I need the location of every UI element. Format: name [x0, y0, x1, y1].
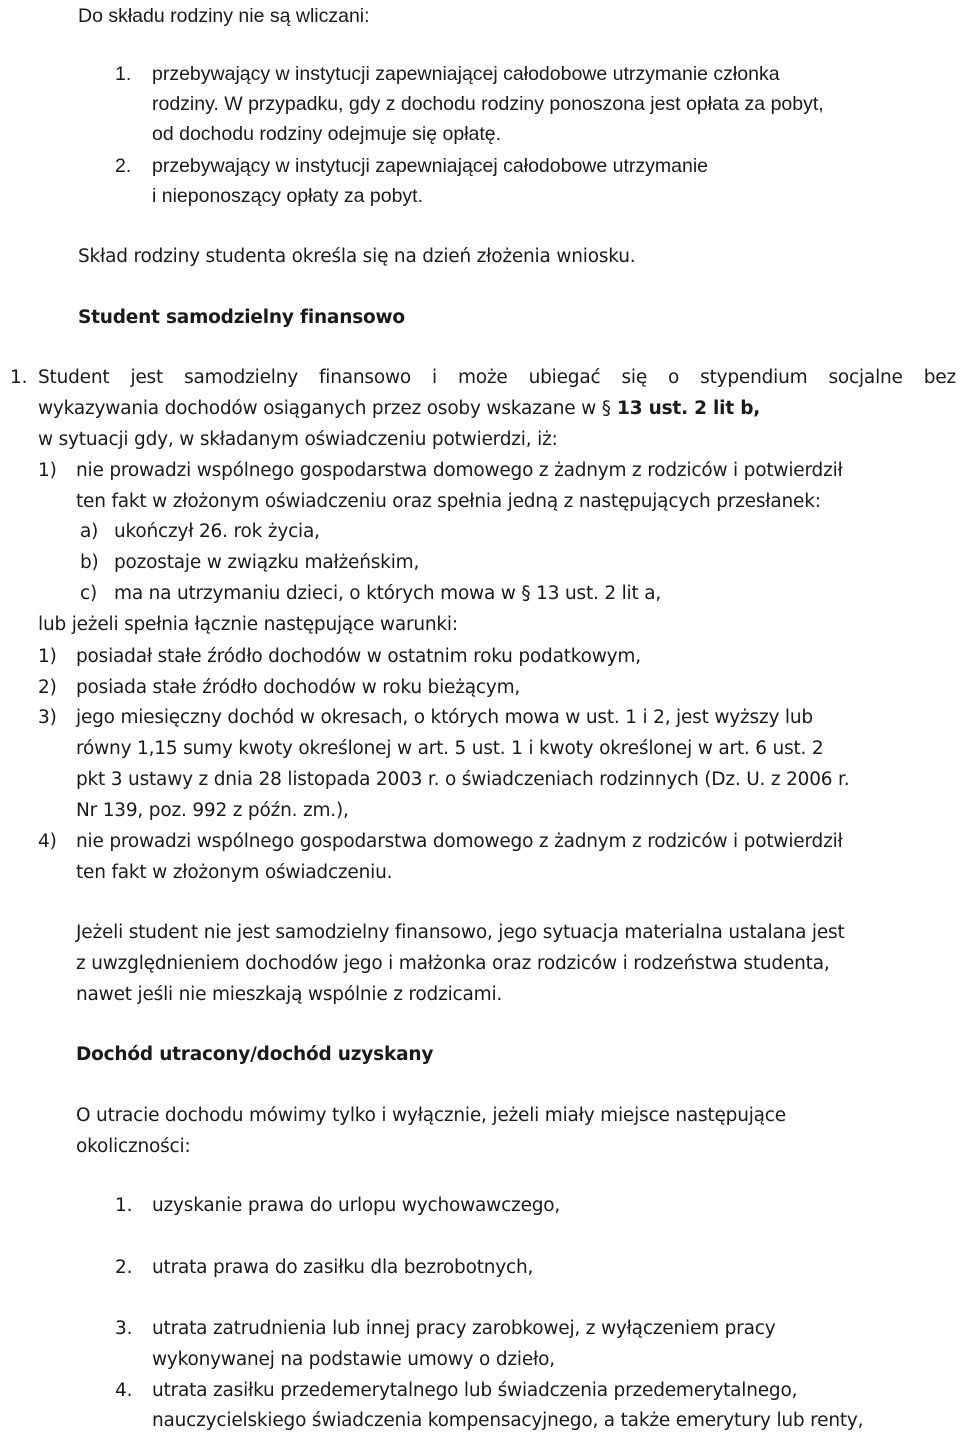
condition-number: 1) [38, 460, 57, 481]
exclusion-item-line: rodziny. W przypadku, gdy z dochodu rodziny ponoszona jest opłata za pobyt, [152, 93, 824, 115]
income-item-line: wykonywanej na podstawie umowy o dzieło, [152, 1349, 555, 1370]
exclusion-item-number: 2. [115, 155, 132, 177]
subitem-text: ukończył 26. rok życia, [114, 521, 320, 542]
income-item-number: 2. [115, 1257, 133, 1278]
condition-line: nie prowadzi wspólnego gospodarstwa domowego z żadnym z rodziców i potwierdził [76, 831, 843, 852]
condition-line: posiadał stałe źródło dochodów w ostatnim roku podatkowym, [76, 646, 641, 667]
alt-intro: lub jeżeli spełnia łącznie następujące warunki: [38, 614, 458, 635]
exclusion-item-line: przebywający w instytucji zapewniającej całodobowe utrzymanie [152, 155, 709, 177]
family-date-note: Skład rodziny studenta określa się na dzień złożenia wniosku. [78, 246, 636, 267]
section-sign: § [601, 398, 611, 419]
condition-number: 4) [38, 831, 57, 852]
income-item-line: uzyskanie prawa do urlopu wychowawczego, [152, 1195, 561, 1216]
subitem-text: ma na utrzymaniu dzieci, o których mowa w § 13 ust. 2 lit a, [114, 583, 662, 604]
intro-number: 1. [10, 367, 28, 388]
condition-number: 2) [38, 677, 57, 698]
subitem-letter: a) [80, 521, 99, 542]
condition-line: ten fakt w złożonym oświadczeniu. [76, 862, 393, 883]
condition-line: pkt 3 ustawy z dnia 28 listopada 2003 r. o świadczeniach rodzinnych (Dz. U. z 2006 r. [76, 769, 850, 790]
income-intro-line: okoliczności: [76, 1136, 191, 1157]
exclusion-item-line: i nieponoszący opłaty za pobyt. [152, 185, 424, 207]
condition-line: jego miesięczny dochód w okresach, o których mowa w ust. 1 i 2, jest wyższy lub [76, 707, 813, 728]
intro-line: w sytuacji gdy, w składanym oświadczeniu potwierdzi, iż: [38, 429, 558, 450]
section-sign: § [521, 583, 531, 604]
subitem-letter: b) [80, 552, 99, 573]
exclusions-heading: Do składu rodziny nie są wliczani: [78, 5, 370, 27]
subitem-letter: c) [80, 583, 97, 604]
income-item-number: 1. [115, 1195, 133, 1216]
condition-line: ten fakt w złożonym oświadczeniu oraz spełnia jedną z następujących przesłanek: [76, 491, 821, 512]
condition-number: 1) [38, 646, 57, 667]
condition-line: posiada stałe źródło dochodów w roku bieżącym, [76, 677, 521, 698]
intro-line-justified: Student jest samodzielny finansowo i może ubiegać się o stypendium socjalne bez [38, 367, 956, 388]
income-item-line: utrata prawa do zasiłku dla bezrobotnych, [152, 1257, 534, 1278]
condition-line: Nr 139, poz. 992 z późn. zm.), [76, 800, 349, 821]
dependent-note-line: Jeżeli student nie jest samodzielny finansowo, jego sytuacja materialna ustalana jest [76, 922, 845, 943]
income-item-line: nauczycielskiego świadczenia kompensacyjnego, a także emerytury lub renty, [152, 1410, 864, 1431]
income-item-line: utrata zatrudnienia lub innej pracy zarobkowej, z wyłączeniem pracy [152, 1318, 776, 1339]
exclusion-item-line: przebywający w instytucji zapewniającej całodobowe utrzymanie członka [152, 63, 780, 85]
condition-number: 3) [38, 707, 57, 728]
subitem-text: pozostaje w związku małżeńskim, [114, 552, 420, 573]
income-item-number: 4. [115, 1380, 133, 1401]
condition-line: nie prowadzi wspólnego gospodarstwa domowego z żadnym z rodziców i potwierdził [76, 460, 843, 481]
dependent-note-line: nawet jeśli nie mieszkają wspólnie z rodzicami. [76, 984, 503, 1005]
exclusion-item-number: 1. [115, 63, 132, 85]
dependent-note-line: z uwzględnieniem dochodów jego i małżonka oraz rodziców i rodzeństwa studenta, [76, 953, 830, 974]
exclusion-item-line: od dochodu rodziny odejmuje się opłatę. [152, 123, 502, 145]
income-intro-line: O utracie dochodu mówimy tylko i wyłącznie, jeżeli miały miejsce następujące [76, 1105, 786, 1126]
income-heading: Dochód utracony/dochód uzyskany [76, 1044, 434, 1065]
intro-line: wykazywania dochodów osiąganych przez osoby wskazane w § 13 ust. 2 lit b, [38, 398, 761, 419]
income-item-number: 3. [115, 1318, 133, 1339]
income-item-line: utrata zasiłku przedemerytalnego lub świadczenia przedemerytalnego, [152, 1380, 798, 1401]
condition-line: równy 1,15 sumy kwoty określonej w art. 5 ust. 1 i kwoty określonej w art. 6 ust. 2 [76, 738, 824, 759]
independent-heading: Student samodzielny finansowo [78, 307, 405, 328]
